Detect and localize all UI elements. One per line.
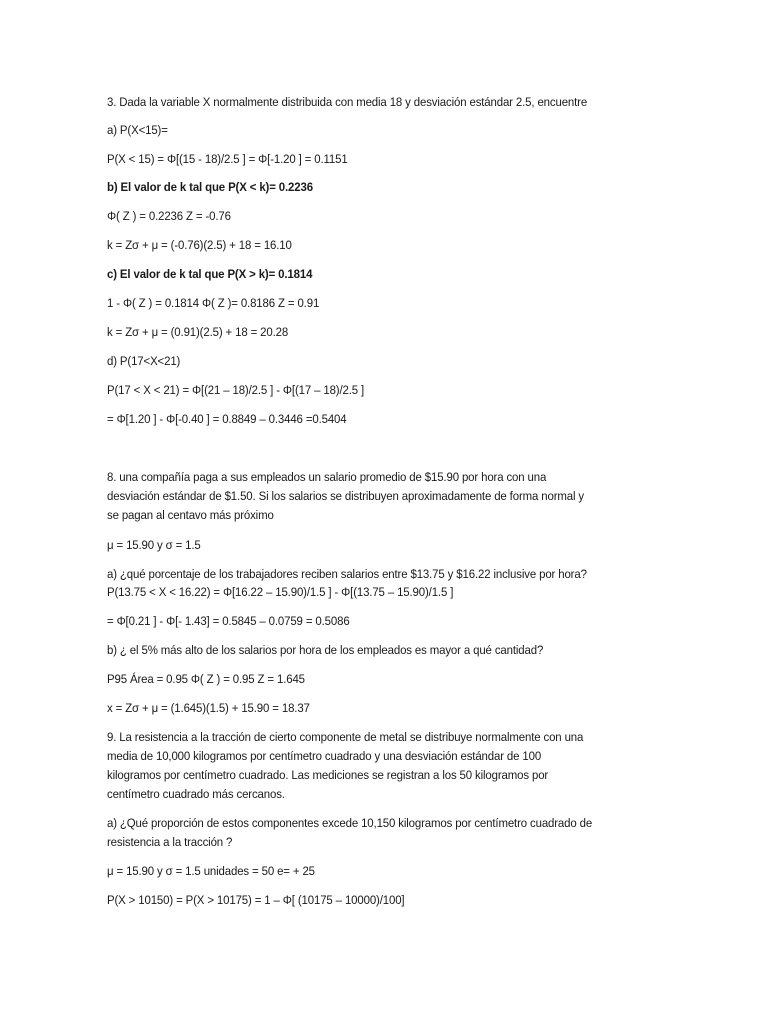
problem-8-parameters: μ = 15.90 y σ = 1.5 xyxy=(107,538,201,552)
problem-9-part-a-question-line-2: resistencia a la tracción ? xyxy=(107,835,233,849)
problem-9-statement-line-2: media de 10,000 kilogramos por centímetro cuadrado y una desviación estándar de 100 xyxy=(107,749,542,763)
problem-8-part-a-question: a) ¿qué porcentaje de los trabajadores reciben salarios entre $13.75 y $16.22 inclusive por hora? xyxy=(107,567,587,581)
part-c-heading: c) El valor de k tal que P(X > k)= 0.1814 xyxy=(107,267,313,281)
problem-8-part-a-solution-line-2: = Φ[0.21 ] - Φ[- 1.43] = 0.5845 – 0.0759 = 0.5086 xyxy=(107,614,350,628)
problem-8-part-a-solution-line-1: P(13.75 < X < 16.22) = Φ[16.22 – 15.90)/1.5 ] - Φ[(13.75 – 15.90)/1.5 ] xyxy=(107,585,454,599)
problem-9-statement-line-4: centímetro cuadrado más cercanos. xyxy=(107,787,285,801)
part-d-heading: d) P(17<X<21) xyxy=(107,354,181,368)
problem-9-statement-line-1: 9. La resistencia a la tracción de cierto componente de metal se distribuye normalmente con una xyxy=(107,730,584,744)
problem-8-part-b-solution-line-1: P95 Área = 0.95 Φ( Z ) = 0.95 Z = 1.645 xyxy=(107,672,305,686)
part-a-heading: a) P(X<15)= xyxy=(107,123,168,137)
part-d-solution-line-1: P(17 < X < 21) = Φ[(21 – 18)/2.5 ] - Φ[(17 – 18)/2.5 ] xyxy=(107,383,365,397)
part-a-solution: P(X < 15) = Φ[(15 - 18)/2.5 ] = Φ[-1.20 ] = 0.1151 xyxy=(107,152,348,166)
problem-9-statement-line-3: kilogramos por centímetro cuadrado. Las mediciones se registran a los 50 kilogramos por xyxy=(107,768,549,782)
problem-3-statement: 3. Dada la variable X normalmente distribuida con media 18 y desviación estándar 2.5, encuentre xyxy=(107,95,588,109)
problem-8-part-b-question: b) ¿ el 5% más alto de los salarios por hora de los empleados es mayor a qué cantidad? xyxy=(107,643,544,657)
problem-8-statement-line-2: desviación estándar de $1.50. Si los salarios se distribuyen aproximadamente de forma normal y xyxy=(107,489,585,503)
part-c-solution-line-2: k = Zσ + μ = (0.91)(2.5) + 18 = 20.28 xyxy=(107,325,289,339)
problem-8-statement-line-1: 8. una compañía paga a sus empleados un salario promedio de $15.90 por hora con una xyxy=(107,470,547,484)
part-b-solution-line-2: k = Zσ + μ = (-0.76)(2.5) + 18 = 16.10 xyxy=(107,238,292,252)
part-b-heading: b) El valor de k tal que P(X < k)= 0.2236 xyxy=(107,180,313,194)
problem-9-parameters: μ = 15.90 y σ = 1.5 unidades = 50 e= + 25 xyxy=(107,864,315,878)
problem-9-part-a-solution: P(X > 10150) = P(X > 10175) = 1 – Φ[ (10175 – 10000)/100] xyxy=(107,893,405,907)
part-d-solution-line-2: = Φ[1.20 ] - Φ[-0.40 ] = 0.8849 – 0.3446 =0.5404 xyxy=(107,412,347,426)
part-c-solution-line-1: 1 - Φ( Z ) = 0.1814 Φ( Z )= 0.8186 Z = 0.91 xyxy=(107,296,320,310)
part-b-solution-line-1: Φ( Z ) = 0.2236 Z = -0.76 xyxy=(107,209,231,223)
problem-8-statement-line-3: se pagan al centavo más próximo xyxy=(107,508,274,522)
problem-8-part-b-solution-line-2: x = Zσ + μ = (1.645)(1.5) + 15.90 = 18.37 xyxy=(107,701,310,715)
problem-9-part-a-question-line-1: a) ¿Qué proporción de estos componentes excede 10,150 kilogramos por centímetro cuadrado de xyxy=(107,816,593,830)
